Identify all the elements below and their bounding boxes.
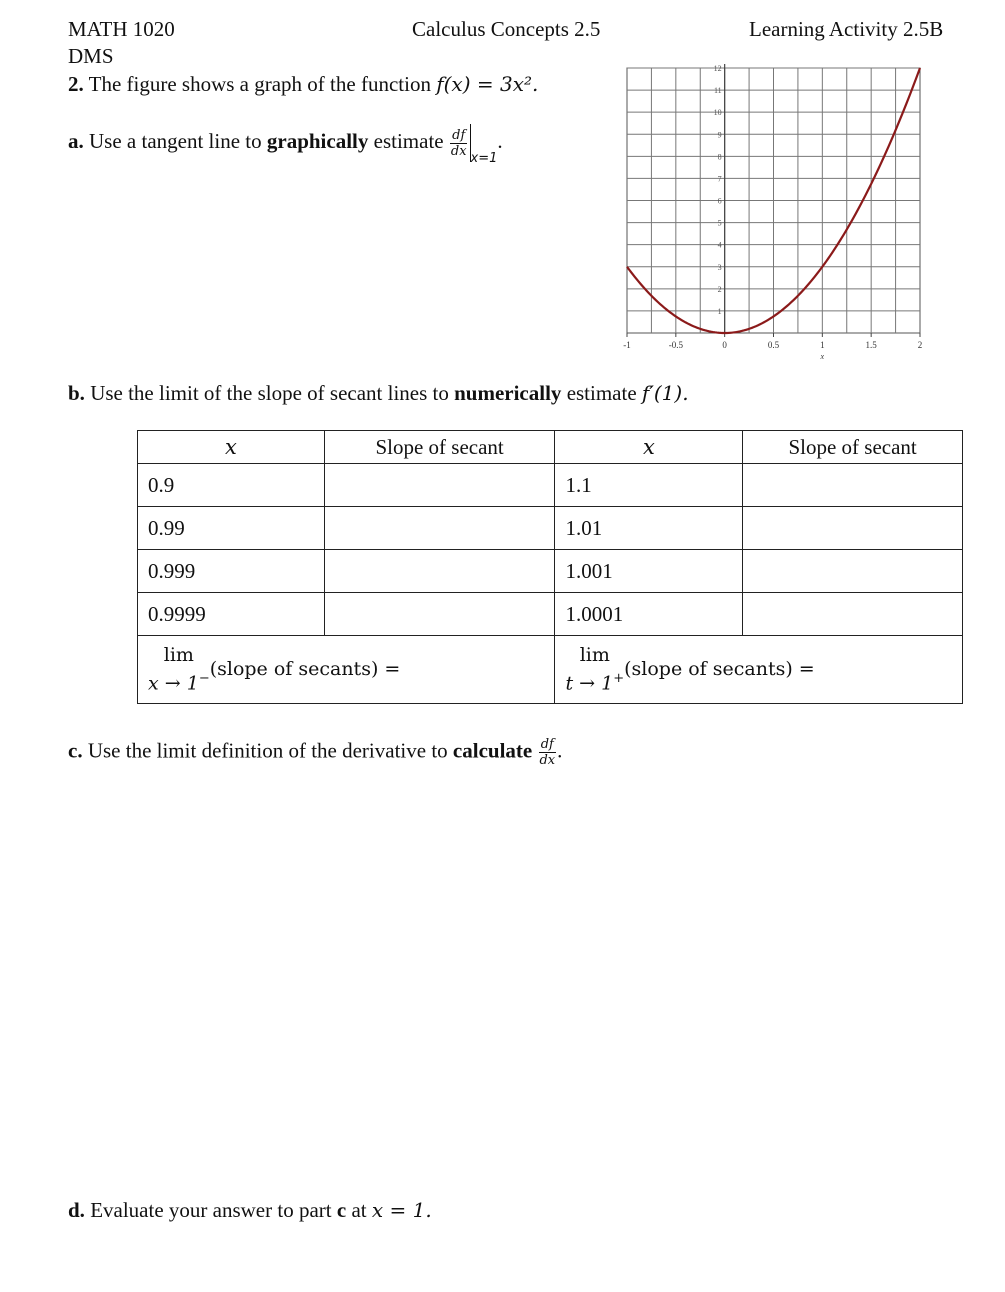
header-slope-left: Slope of secant — [324, 431, 555, 464]
part-b-expression: f′(1). — [641, 381, 689, 405]
y-tick-labels — [714, 64, 722, 316]
header-x-left: x — [138, 431, 325, 464]
x-axis-label: x — [820, 352, 825, 361]
table-row — [138, 550, 963, 593]
part-a-derivative — [449, 128, 469, 159]
header-slope-right: Slope of secant — [743, 431, 963, 464]
x-value-left: 0.9999 — [138, 593, 325, 636]
limit-direction: + — [613, 671, 625, 687]
slope-answer-cell[interactable] — [743, 464, 963, 507]
x-tick-label: 0.5 — [767, 340, 780, 350]
problem-intro-text: The figure shows a graph of the function — [88, 72, 431, 96]
y-tick-label: 9 — [717, 130, 722, 140]
graph-grid — [627, 64, 920, 333]
x-value-left: 0.99 — [138, 507, 325, 550]
course-code: MATH 1020 — [68, 17, 175, 41]
y-tick-label: 6 — [717, 196, 722, 206]
y-tick-label: 7 — [717, 174, 722, 184]
slope-answer-cell[interactable] — [324, 507, 555, 550]
x-value-left: 0.9 — [138, 464, 325, 507]
part-a-text-2: estimate — [373, 128, 444, 153]
part-b-text-2: estimate — [566, 381, 637, 405]
part-a-emphasis: graphically — [266, 128, 369, 153]
fraction-denominator: dx — [450, 143, 467, 159]
y-tick-label: 11 — [713, 86, 722, 96]
part-d-expression: x = 1. — [371, 1198, 432, 1222]
y-tick-label: 3 — [717, 262, 722, 272]
x-tick-label: -1 — [623, 340, 631, 350]
limit-approach: t → 1 — [565, 672, 614, 695]
limit-text: (slope of secants) = — [624, 658, 815, 681]
part-d — [68, 1198, 432, 1223]
table-row — [138, 507, 963, 550]
function-expression: f(x) = 3x². — [436, 72, 539, 96]
part-c-end: . — [557, 738, 563, 763]
part-c-emphasis: calculate — [452, 738, 533, 763]
y-tick-label: 12 — [713, 64, 722, 73]
part-c-label: c. — [68, 738, 83, 763]
x-tick-label: 1 — [820, 340, 825, 350]
activity-title: Learning Activity 2.5B — [749, 17, 944, 41]
slope-answer-cell[interactable] — [324, 464, 555, 507]
slope-answer-cell[interactable] — [324, 550, 555, 593]
slope-answer-cell[interactable] — [743, 507, 963, 550]
part-b-emphasis: numerically — [454, 381, 562, 405]
limit-word: lim — [579, 644, 610, 667]
table-row — [138, 464, 963, 507]
part-a — [68, 124, 503, 166]
limit-direction: − — [198, 671, 210, 687]
part-b-text: Use the limit of the slope of secant lines to — [90, 381, 449, 405]
limit-approach: x → 1 — [148, 672, 199, 695]
y-tick-label: 1 — [717, 306, 722, 316]
header-x-right: x — [555, 431, 743, 464]
y-tick-label: 10 — [713, 108, 722, 118]
part-c-derivative — [537, 737, 557, 768]
limit-text: (slope of secants) = — [209, 658, 401, 681]
part-d-text: Evaluate your answer to part — [90, 1198, 332, 1222]
part-d-text-2: at — [351, 1198, 367, 1222]
x-value-right: 1.01 — [555, 507, 743, 550]
x-tick-label: -0.5 — [668, 340, 683, 350]
part-a-end: . — [497, 128, 503, 153]
y-tick-label: 5 — [717, 218, 722, 228]
y-tick-label: 4 — [717, 240, 722, 250]
left-limit — [148, 643, 210, 695]
x-value-left: 0.999 — [138, 550, 325, 593]
part-a-text: Use a tangent line to — [89, 128, 262, 153]
slope-answer-cell[interactable] — [324, 593, 555, 636]
right-limit-cell[interactable] — [555, 636, 963, 704]
topic-title: Calculus Concepts 2.5 — [412, 17, 601, 41]
left-limit-cell[interactable] — [138, 636, 555, 704]
x-value-right: 1.1 — [555, 464, 743, 507]
dept-code: DMS — [68, 44, 114, 68]
right-limit — [565, 643, 624, 695]
evaluation-point: x=1 — [470, 150, 498, 166]
limit-word: lim — [163, 644, 194, 667]
fraction-numerator: df — [452, 127, 466, 143]
problem-intro — [68, 72, 538, 97]
table-header-row — [138, 431, 963, 464]
slope-answer-cell[interactable] — [743, 593, 963, 636]
part-d-label: d. — [68, 1198, 85, 1222]
part-c-text: Use the limit definition of the derivative to — [87, 738, 448, 763]
part-b-label: b. — [68, 381, 85, 405]
part-b — [68, 381, 689, 406]
y-tick-label: 8 — [717, 152, 722, 162]
secant-table — [137, 430, 963, 704]
problem-number: 2. — [68, 72, 84, 96]
x-tick-label: 1.5 — [865, 340, 877, 350]
limit-row — [138, 636, 963, 704]
fraction-numerator: df — [540, 737, 554, 752]
x-value-right: 1.001 — [555, 550, 743, 593]
x-tick-labels — [623, 333, 922, 350]
x-value-right: 1.0001 — [555, 593, 743, 636]
y-tick-label: 2 — [717, 284, 722, 294]
table-row — [138, 593, 963, 636]
slope-answer-cell[interactable] — [743, 550, 963, 593]
x-tick-label: 2 — [917, 340, 923, 350]
fraction-denominator: dx — [539, 753, 556, 768]
function-graph — [615, 60, 945, 365]
part-c — [68, 737, 562, 768]
part-d-emphasis: c — [336, 1198, 347, 1222]
part-a-label: a. — [68, 128, 84, 153]
x-tick-label: 0 — [722, 340, 727, 350]
